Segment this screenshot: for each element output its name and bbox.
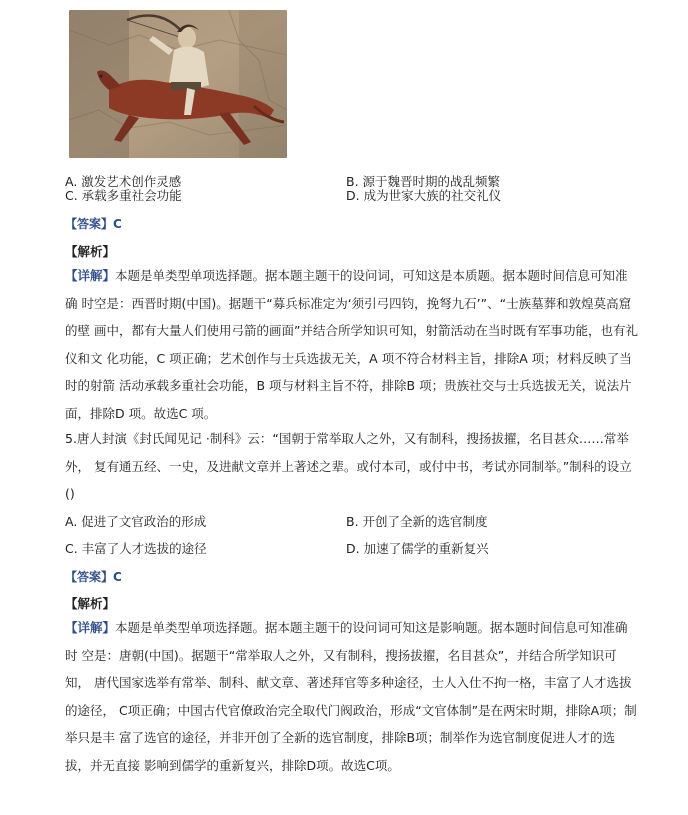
q5-answer: 【答案】C [65,570,122,584]
q4-option-c: C. 承载多重社会功能 [65,188,182,203]
q4-option-b: B. 源于魏晋时期的战乱频繁 [346,174,501,189]
q4-answer: 【答案】C [65,217,122,231]
q5-detail [65,614,640,779]
q4-detail-lead: 【详解】 [65,268,116,283]
q4-detail [65,262,640,422]
q4-option-d: D. 成为世家大族的社交礼仪 [346,188,502,203]
q4-option-a: A. 激发艺术创作灵感 [65,174,182,189]
q5-option-d: D. 加速了儒学的重新复兴 [346,541,489,556]
q5-option-a: A. 促进了文官政治的形成 [65,514,207,529]
q4-analysis-label: 【解析】 [65,244,116,259]
q5-stem: 5.唐人封演《封氏闻见记 ·制科》云：“国朝于常举取人之外，又有制科，搜扬拔擢，名目甚众……常举外， 复有通五经、一史，及进献文章并上著述之辈。或付本司，或付中书，考试亦同制举。”制科的设立() [65,431,632,501]
q5-option-c: C. 丰富了人才选拔的途径 [65,541,207,556]
mural-archer-image [69,10,287,158]
q5-analysis-label: 【解析】 [65,596,116,611]
q4-detail-text: 本题是单类型单项选择题。据本题主题干的设问词，可知这是本质题。据本题时间信息可知准确 时空是：西晋时期(中国)。据题干“募兵标准定为‘须引弓四钧，挽弩九石’”、“士族墓葬和敦煌莫高窟的壁 画中，都有大量人们使用弓箭的画面”并结合所学知识可知，射箭活动在当时既有军事功能，也有礼仪和文 化功能，C 项正确；艺术创作与士兵选拔无关，A 项不符合材料主旨，排除A 项；材料反映了当时的射箭 活动承载多重社会功能，B 项与材料主旨不符，排除B 项；贵族社交与士兵选拔无关，说法片面，排除D 项。故选C 项。 [65,268,638,421]
q5-detail-lead: 【详解】 [65,620,116,635]
q5-option-b: B. 开创了全新的选官制度 [346,514,488,529]
q5-detail-text: 本题是单类型单项选择题。据本题主题干的设问词可知这是影响题。据本题时间信息可知准确时 空是：唐朝(中国)。据题干“常举取人之外，又有制科，搜扬拔擢，名目甚众”，并结合所学知识可知， 唐代国家选举有常举、制科、献文章、著述拜官等多种途径，士人入仕不拘一格，丰富了人才选拔的途径， C项正确；中国古代官僚政治完全取代门阀政治，形成“文官体制”是在两宋时期，排除A项；制举只是丰 富了选官的途径，并非开创了全新的选官制度，排除B项；制举作为选官制度促进人才的选拔，并无直接 影响到儒学的重新复兴，排除D项。故选C项。 [65,620,637,773]
